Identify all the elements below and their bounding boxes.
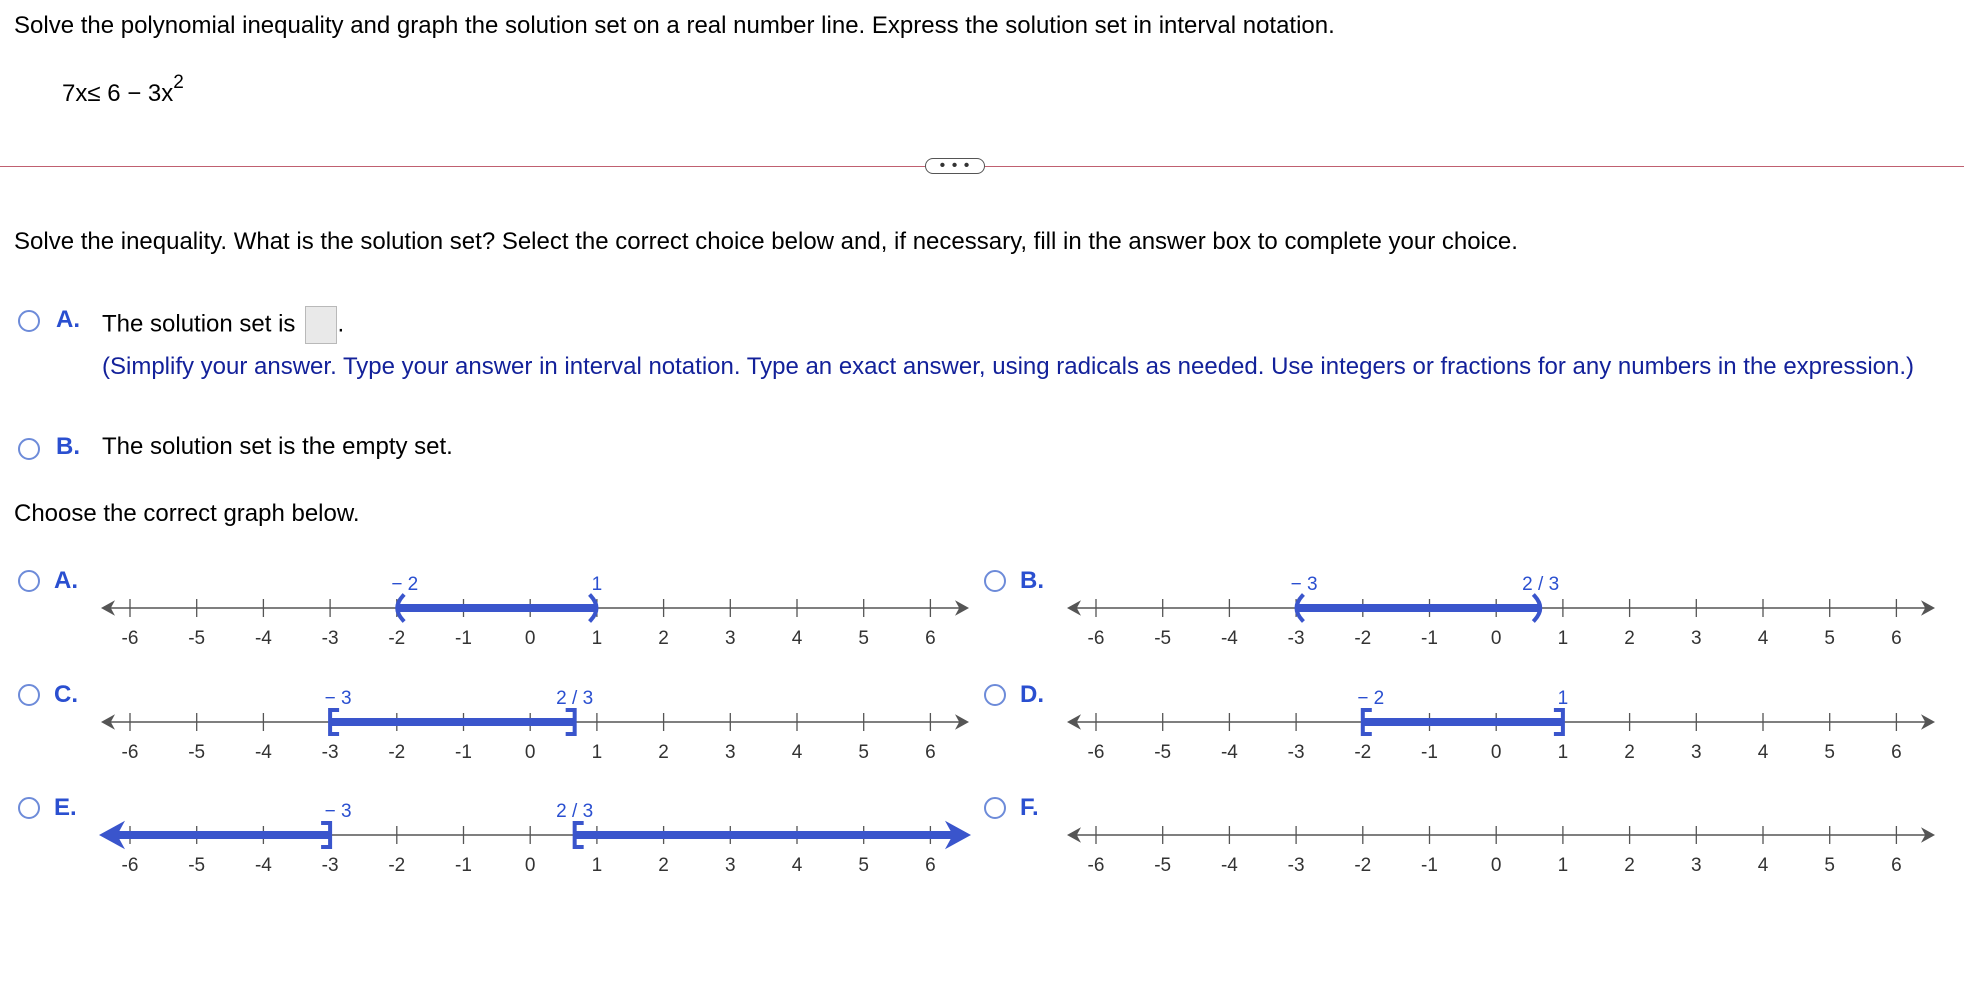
tick-label: -3 <box>321 742 339 763</box>
tick-label: -3 <box>1287 628 1305 649</box>
tick-label: 6 <box>1891 628 1902 649</box>
tick-label: 2 <box>1624 628 1635 649</box>
tick-label: -1 <box>455 628 472 649</box>
tick-label: -1 <box>1421 742 1438 763</box>
radio-graph-b[interactable] <box>984 570 1006 592</box>
tick-label: 4 <box>791 742 803 763</box>
tick-label: 4 <box>791 855 803 876</box>
question-prompt: Solve the polynomial inequality and graph the solution set on a real number line. Express the solution set in interval notation. <box>14 12 1335 39</box>
radio-choice-b[interactable] <box>18 438 40 460</box>
tick-label: 5 <box>858 855 869 876</box>
graph-b-letter: B. <box>1020 567 1044 594</box>
tick-label: -3 <box>1287 742 1305 763</box>
solution-set-answer-box[interactable] <box>305 306 337 344</box>
tick-label: -6 <box>1087 742 1105 763</box>
choice-b-letter: B. <box>56 433 80 460</box>
number-line-b <box>1061 566 1941 676</box>
tick-label: -1 <box>1421 628 1438 649</box>
tick-label: 5 <box>1824 628 1835 649</box>
tick-label: 1 <box>591 855 603 876</box>
inequality-expression <box>62 72 184 108</box>
tick-label: -5 <box>1154 628 1172 649</box>
tick-label: 4 <box>1757 628 1769 649</box>
choice-a-hint: (Simplify your answer. Type your answer in interval notation. Type an exact answer, using radicals as needed. Use integers or fractions for any numbers in the expression.) <box>102 353 1915 380</box>
number-line-svg <box>1061 793 1941 903</box>
tick-label: 1 <box>591 742 603 763</box>
endpoint-label-right: 2 / 3 <box>1522 574 1560 595</box>
tick-label: -2 <box>1354 742 1372 763</box>
endpoint-label-left: − 3 <box>324 688 352 709</box>
endpoint-label-right: 1 <box>591 574 603 595</box>
radio-choice-a[interactable] <box>18 310 40 332</box>
graph-d-letter: D. <box>1020 681 1044 708</box>
expression-exponent: 2 <box>173 72 184 93</box>
endpoint-label-right: 2 / 3 <box>556 688 594 709</box>
tick-label: 3 <box>725 742 736 763</box>
tick-label: -6 <box>1087 628 1105 649</box>
tick-label: -5 <box>188 855 206 876</box>
tick-label: 2 <box>658 742 669 763</box>
tick-label: 0 <box>524 855 536 876</box>
tick-label: 3 <box>725 628 736 649</box>
number-line-e <box>95 793 975 903</box>
tick-label: -2 <box>388 855 406 876</box>
tick-label: -6 <box>121 742 139 763</box>
tick-label: 5 <box>1824 742 1835 763</box>
tick-label: -3 <box>1287 855 1305 876</box>
tick-label: 6 <box>925 855 936 876</box>
tick-label: 6 <box>925 742 936 763</box>
tick-label: 0 <box>1490 628 1502 649</box>
tick-label: -3 <box>321 855 339 876</box>
tick-label: 1 <box>591 628 603 649</box>
tick-label: 4 <box>1757 855 1769 876</box>
tick-label: 6 <box>1891 742 1902 763</box>
tick-label: -2 <box>1354 855 1372 876</box>
endpoint-label-right: 2 / 3 <box>556 801 594 822</box>
endpoint-label-left: − 2 <box>391 574 419 595</box>
endpoint-label-right: 1 <box>1557 688 1569 709</box>
tick-label: 0 <box>1490 742 1502 763</box>
radio-graph-e[interactable] <box>18 797 40 819</box>
tick-label: -1 <box>455 742 472 763</box>
number-line-svg <box>95 680 975 790</box>
number-line-svg <box>95 793 975 903</box>
number-line-d <box>1061 680 1941 790</box>
tick-label: 4 <box>1757 742 1769 763</box>
tick-label: 5 <box>858 628 869 649</box>
endpoint-label-left: − 3 <box>1290 574 1318 595</box>
tick-label: 2 <box>658 855 669 876</box>
radio-graph-f[interactable] <box>984 797 1006 819</box>
tick-label: -4 <box>254 742 272 763</box>
tick-label: -4 <box>254 855 272 876</box>
choice-b-text: The solution set is the empty set. <box>102 433 453 460</box>
tick-label: 6 <box>925 628 936 649</box>
tick-label: -5 <box>188 628 206 649</box>
tick-label: -5 <box>1154 855 1172 876</box>
tick-label: -1 <box>1421 855 1438 876</box>
more-options-button[interactable]: • • • <box>925 158 985 174</box>
tick-label: 5 <box>1824 855 1835 876</box>
tick-label: 1 <box>1557 742 1569 763</box>
choice-a-period: . <box>337 310 345 338</box>
graph-e-letter: E. <box>54 794 77 821</box>
choice-a-letter: A. <box>56 306 80 333</box>
tick-label: 6 <box>1891 855 1902 876</box>
tick-label: 2 <box>1624 855 1635 876</box>
tick-label: 3 <box>1691 855 1702 876</box>
graph-a-letter: A. <box>54 567 78 594</box>
endpoint-label-left: − 2 <box>1357 688 1385 709</box>
endpoint-label-left: − 3 <box>324 801 352 822</box>
tick-label: -6 <box>121 855 139 876</box>
tick-label: -4 <box>1220 855 1238 876</box>
graph-f-letter: F. <box>1020 794 1039 821</box>
tick-label: -5 <box>188 742 206 763</box>
tick-label: -6 <box>1087 855 1105 876</box>
tick-label: -4 <box>254 628 272 649</box>
tick-label: 5 <box>858 742 869 763</box>
tick-label: -2 <box>1354 628 1372 649</box>
number-line-svg <box>1061 566 1941 676</box>
tick-label: -4 <box>1220 742 1238 763</box>
graph-c-letter: C. <box>54 681 78 708</box>
number-line-a <box>95 566 975 676</box>
tick-label: 1 <box>1557 628 1569 649</box>
choice-a-label: The solution set is <box>102 310 296 338</box>
radio-graph-c[interactable] <box>18 684 40 706</box>
tick-label: 0 <box>1490 855 1502 876</box>
part1-instruction: Solve the inequality. What is the solution set? Select the correct choice below and, if necessary, fill in the answer box to complete your choice. <box>14 228 1518 255</box>
tick-label: -1 <box>455 855 472 876</box>
tick-label: -2 <box>388 628 406 649</box>
tick-label: 0 <box>524 742 536 763</box>
tick-label: -4 <box>1220 628 1238 649</box>
number-line-svg <box>1061 680 1941 790</box>
choice-a-text <box>102 306 344 344</box>
number-line-svg <box>95 566 975 676</box>
number-line-f <box>1061 793 1941 903</box>
number-line-c <box>95 680 975 790</box>
tick-label: 4 <box>791 628 803 649</box>
radio-graph-d[interactable] <box>984 684 1006 706</box>
part2-instruction: Choose the correct graph below. <box>14 500 360 527</box>
expression-base: 7x≤ 6 − 3x <box>62 80 174 107</box>
tick-label: 0 <box>524 628 536 649</box>
tick-label: -3 <box>321 628 339 649</box>
tick-label: 3 <box>1691 742 1702 763</box>
tick-label: 1 <box>1557 855 1569 876</box>
tick-label: 2 <box>1624 742 1635 763</box>
tick-label: -5 <box>1154 742 1172 763</box>
tick-label: 3 <box>725 855 736 876</box>
tick-label: 3 <box>1691 628 1702 649</box>
tick-label: 2 <box>658 628 669 649</box>
tick-label: -2 <box>388 742 406 763</box>
tick-label: -6 <box>121 628 139 649</box>
radio-graph-a[interactable] <box>18 570 40 592</box>
